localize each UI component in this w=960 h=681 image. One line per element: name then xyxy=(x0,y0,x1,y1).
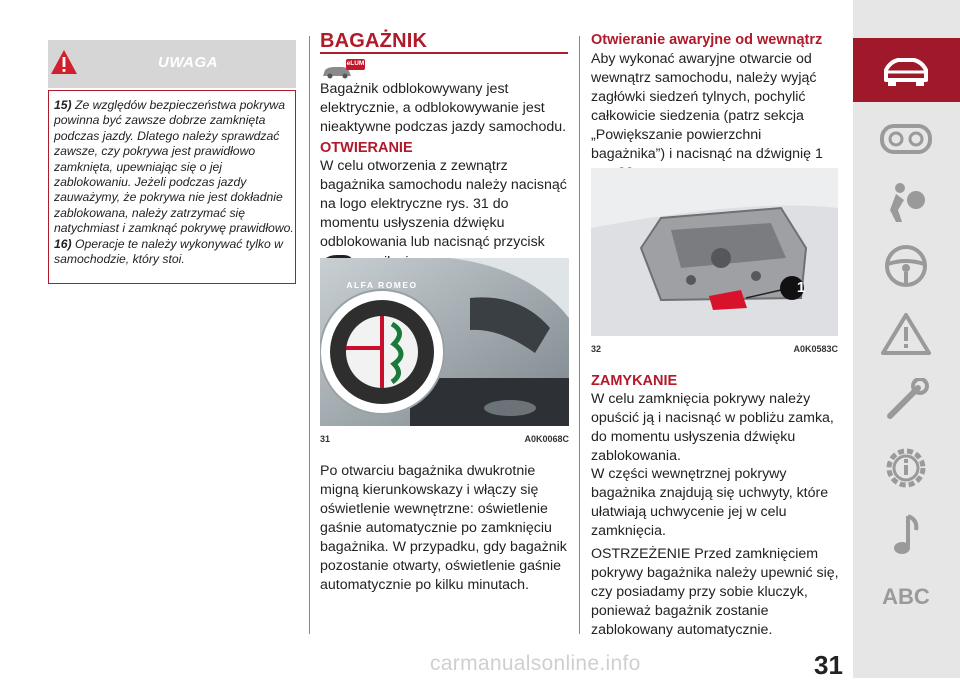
warning-text xyxy=(54,98,294,267)
watermark: carmanualsonline.info xyxy=(430,652,641,675)
gear-info-icon[interactable] xyxy=(878,446,934,490)
figure-31-code: A0K0068C xyxy=(524,434,569,444)
figure-32-number: 32 xyxy=(591,344,602,354)
emergency-opening-heading: Otwieranie awaryjne od wewnątrz xyxy=(591,32,823,48)
warning-icon[interactable] xyxy=(878,312,934,356)
emergency-opening-text: Aby wykonać awaryjne otwarcie od wewnątrz samochodu, należy wyjąć zagłówki siedzeń tylnych, pochylić całkowicie siedzenia (patrz sekcja „Powiększanie powierzchni bagażnika”) i nacisnąć na dźwignię 1 xyxy=(591,51,823,162)
column-divider-2 xyxy=(579,36,580,634)
figure-32 xyxy=(591,168,838,336)
car-icon[interactable] xyxy=(878,48,934,92)
closing-paragraph-2: W części wewnętrznej pokrywy bagażnika znajdują się uchwyty, które ułatwiają uchwycenie jej w celu zamknięcia. xyxy=(591,466,829,539)
elum-badge-label: eLUM xyxy=(346,60,365,67)
intro-text: Bagażnik odblokowywany jest elektrycznie, a odblokowywanie jest nieaktywne podczas jazdy samochodu. xyxy=(320,81,567,135)
figure-32-callout: 1 xyxy=(796,279,806,296)
after-figure-text: Po otwarciu bagażnika dwukrotnie migną kierunkowskazy i włączy się oświetlenie wewnętrzne: oświetlenie gaśnie automatycznie po zamknięciu bagażnika. W przypadku, gdy bagażnik pozostanie otwarty, oświetlenie gaśnie automatycznie po kilku minutach. xyxy=(320,463,567,593)
figure-32-code: A0K0583C xyxy=(793,344,838,354)
column-divider-1 xyxy=(309,36,310,634)
opening-heading: OTWIERANIE xyxy=(320,140,413,156)
warning-item-16: 16) Operacje te należy wykonywać tylko w samochodzie, który stoi. xyxy=(54,236,283,267)
figure-31-number: 31 xyxy=(320,434,331,444)
wrench-icon[interactable] xyxy=(878,378,934,422)
warning-triangle-icon xyxy=(50,48,78,76)
dashboard-icon[interactable] xyxy=(878,116,934,160)
closing-paragraph-1: W celu zamknięcia pokrywy należy opuścić ją i nacisnąć w pobliżu zamka, do momentu usłyszenia dźwięku zablokowania. xyxy=(591,391,834,464)
sidebar-abc-index[interactable]: ABC xyxy=(882,584,930,609)
airbag-icon[interactable] xyxy=(878,180,934,224)
alfa-logo-text: ALFA ROMEO xyxy=(346,280,418,290)
closing-paragraph-3: OSTRZEŻENIE Przed zamknięciem pokrywy bagażnika należy upewnić się, czy posiadamy przy sobie kluczyk, ponieważ bagażnik zostanie zablokowany automatycznie. xyxy=(591,546,839,638)
music-note-icon[interactable] xyxy=(878,512,934,556)
warning-title: UWAGA xyxy=(158,54,218,71)
figure-32-image xyxy=(591,168,838,336)
warning-item-15: 15) Ze względów bezpieczeństwa pokrywa powinna być zawsze dobrze zamknięta podczas jazdy. Dlatego należy sprawdzać zawsze, czy pokrywa jest prawidłowo zamknięta, upewniając się o jej zablokowaniu. Jeżeli podczas jazdy zauważymy, że pokrywa nie jest dokładnie zablokowana, należy zatrzymać się natychmiast i zamknąć pokrywę prawidłowo. xyxy=(54,98,294,236)
page-number: 31 xyxy=(814,650,843,680)
closing-heading: ZAMYKANIE xyxy=(591,373,678,389)
steering-wheel-icon[interactable] xyxy=(878,244,934,288)
section-title: BAGAŻNIK xyxy=(320,30,428,52)
opening-text: W celu otworzenia z zewnątrz bagażnika samochodu należy nacisnąć na logo elektryczne rys. 31 do momentu usłyszenia dźwięku odblokowania lub nacisnąć przycisk xyxy=(320,157,570,272)
title-rule xyxy=(320,52,568,54)
